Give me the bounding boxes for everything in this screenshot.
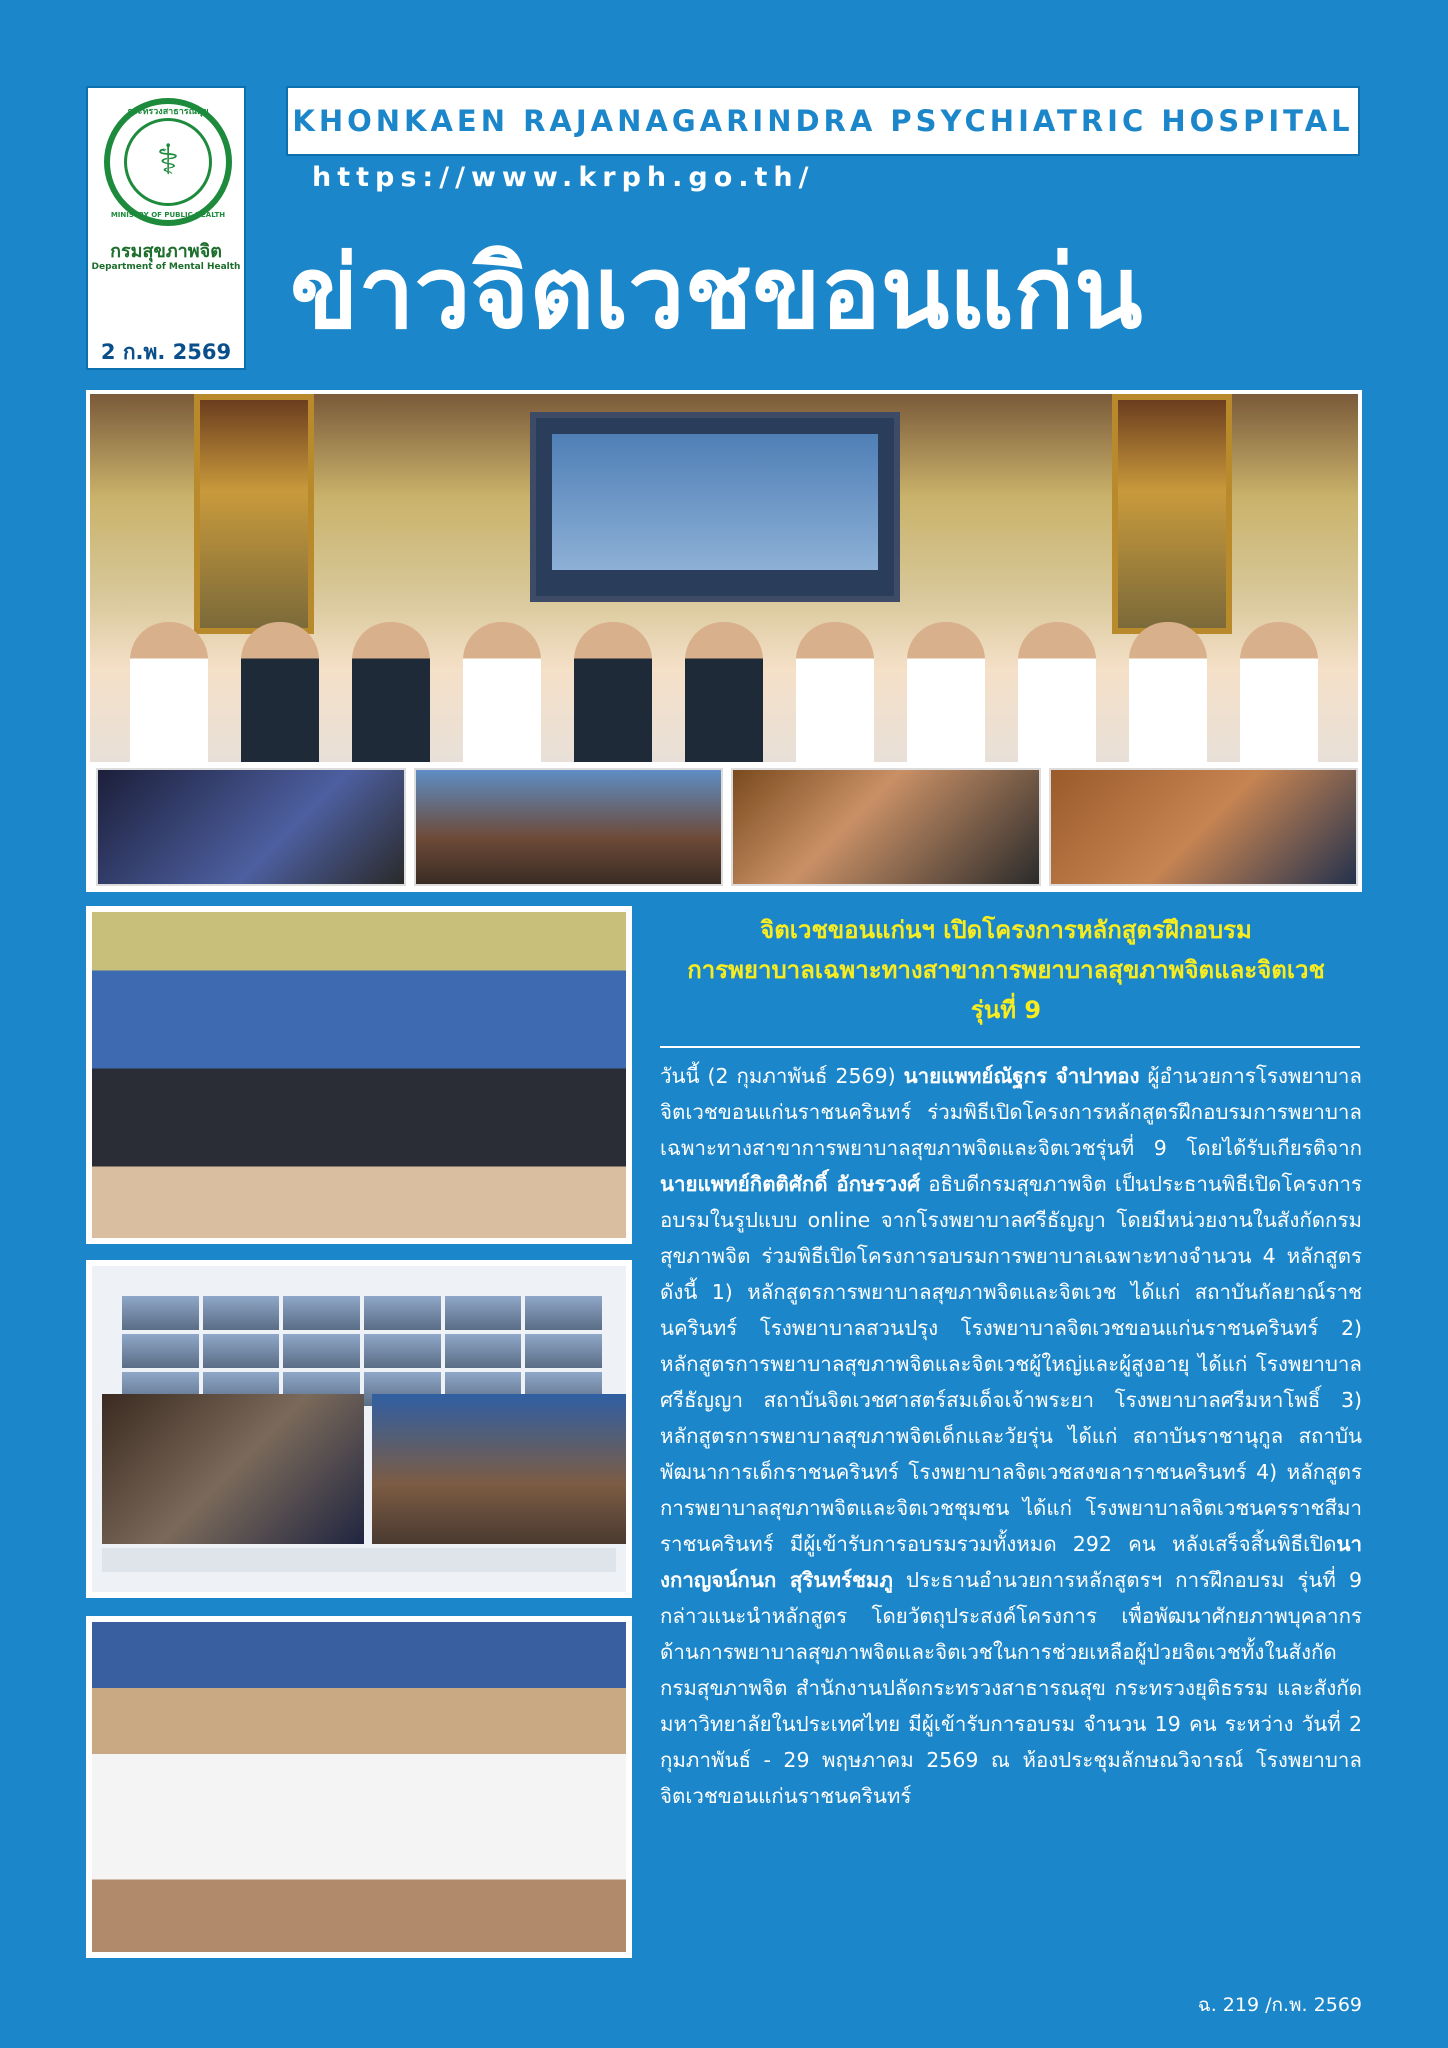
photo-thumbnail-strip: [96, 768, 1358, 886]
course-chair-name: นางกาญจน์กนก สุรินทร์ชมภู: [660, 1532, 1362, 1592]
website-url[interactable]: https://www.krph.go.th/: [312, 162, 815, 193]
article-text: อธิบดีกรมสุขภาพจิต เป็นประธานพิธีเปิดโครงการอบรมในรูปแบบ online จากโรงพยาบาลศรีธัญญา โดยมีหน่วยงานในสังกัดกรมสุขภาพจิต ร่วมพิธีเปิดโครงการอบรมการพยาบาลเฉพาะทางจำนวน 4 หลักสูตร ดังนี้ 1) หลักสูตรการพยาบาลสุขภาพจิตและจิตเวช ได้แก่ สถาบันกัลยาณ์ราชนครินทร์ โรงพยาบาลสวนปรุง โรงพยาบาลจิตเวชขอนแก่นราชนครินทร์ 2) หลักสูตรการพยาบาลสุขภาพจิตและจิตเวชผู้ใหญ่และผู้สูงอายุ ได้แก่ โรงพยาบาลศรีธัญญา สถาบันจิตเวชศาสตร์สมเด็จเจ้าพระยา โรงพยาบาลศรีมหาโพธิ์ 3) หลักสูตรการพยาบาลสุขภาพจิตเด็กและวัยรุ่น ได้แก่ สถาบันราชานุกูล สถาบันพัฒนาการเด็กราชนครินทร์ โรงพยาบาลจิตเวชสงขลาราชนครินทร์ 4) หลักสูตรการพยาบาลสุขภาพจิตและจิตเวชชุมชน ได้แก่ โรงพยาบาลจิตเวชนครราชสีมาราชนครินทร์ มีผู้เข้ารับการอบรมรวมทั้งหมด 292 คน หลังเสร็จสิ้นพิธีเปิด: [660, 1172, 1362, 1556]
ministry-seal-icon: [104, 98, 232, 226]
seal-text-top: กระทรวงสาธารณสุข: [127, 107, 209, 117]
seal-text-bottom: MINISTRY OF PUBLIC HEALTH: [110, 211, 226, 219]
article-text: ผู้อำนวยการโรงพยาบาลจิตเวชขอนแก่นราชนครินทร์ ร่วมพิธีเปิดโครงการหลักสูตรฝึกอบรมการพยาบาลเฉพาะทางสาขาการพยาบาลสุขภาพจิตและจิตเวชรุ่นที่ 9 โดยได้รับเกียรติจาก: [660, 1064, 1362, 1160]
attendee-figure: [241, 622, 319, 762]
director-name: นายแพทย์ณัฐกร จำปาทอง: [903, 1064, 1140, 1088]
projection-screen: [530, 412, 900, 602]
participant-video-grid: [122, 1296, 602, 1406]
department-name-english: Department of Mental Health: [91, 262, 241, 272]
department-logo-box: [86, 86, 246, 370]
article-text: วันนี้ (2 กุมภาพันธ์ 2569): [660, 1064, 904, 1088]
video-conference-image: [92, 1266, 626, 1592]
hospital-name: KHONKAEN RAJANAGARINDRA PSYCHIATRIC HOSPITAL: [292, 104, 1354, 138]
article-text: ประธานอำนวยการหลักสูตรฯ การฝึกอบรม รุ่นที่ 9 กล่าวแนะนำหลักสูตร โดยวัตถุประสงค์โครงการ เพื่อพัฒนาศักยภาพบุคลากรด้านการพยาบาลสุขภาพจิตและจิตเวชในการช่วยเหลือผู้ป่วยจิตเวชทั้งในสังกัดกรมสุขภาพจิต สำนักงานปลัดกระทรวงสาธารณสุข กระทรวงยุติธรรม และสังกัดมหาวิทยาลัยในประเทศไทย มีผู้เข้ารับการอบรม จำนวน 19 คน ระหว่าง วันที่ 2 กุมภาพันธ์ - 29 พฤษภาคม 2569 ณ ห้องประชุมลักษณวิจารณ์ โรงพยาบาลจิตเวชขอนแก่นราชนครินทร์: [660, 1568, 1362, 1808]
group-photo-main: [90, 394, 1358, 762]
meeting-toolbar: [102, 1548, 616, 1572]
presenter-video-tile: [102, 1394, 364, 1544]
attendee-figure: [463, 622, 541, 762]
attendee-figure: [352, 622, 430, 762]
training-room-photo: [86, 1616, 632, 1958]
caduceus-icon: ⚕: [156, 135, 180, 184]
hospital-name-bar: [286, 86, 1360, 156]
attendee-figure: [1240, 622, 1318, 762]
department-name-thai: กรมสุขภาพจิต: [110, 241, 222, 262]
trainee-group-image: [92, 912, 626, 1238]
online-meeting-view: [552, 434, 878, 570]
attendee-figure: [1018, 622, 1096, 762]
attendee-figure: [574, 622, 652, 762]
trainee-group-photo: [86, 906, 632, 1244]
royal-portrait-left: [194, 394, 314, 634]
masthead-title: ข่าวจิตเวชขอนแก่น: [290, 234, 1143, 351]
training-room-image: [92, 1622, 626, 1952]
meeting-room-video-tile: [372, 1394, 626, 1544]
royal-portrait-right: [1112, 394, 1232, 634]
article-body: [660, 1058, 1362, 1814]
attendee-figure: [685, 622, 763, 762]
issue-number: ฉ. 219 /ก.พ. 2569: [1197, 1994, 1362, 2016]
attendee-figure: [1129, 622, 1207, 762]
headline-line-2: การพยาบาลเฉพาะทางสาขาการพยาบาลสุขภาพจิตและจิตเวช: [687, 956, 1325, 984]
headline-line-3: รุ่นที่ 9: [970, 996, 1042, 1024]
meeting-room-photo: [414, 768, 724, 886]
headline-line-1: จิตเวชขอนแก่นฯ เปิดโครงการหลักสูตรฝึกอบรม: [760, 916, 1252, 944]
director-general-name: นายแพทย์กิตติศักดิ์ อักษรวงศ์: [660, 1172, 921, 1196]
hero-photo-collage: [86, 390, 1362, 892]
nurse-speaking-photo: [1049, 768, 1359, 886]
headline-divider: [660, 1046, 1360, 1048]
attendee-figure: [907, 622, 985, 762]
attendee-figure: [796, 622, 874, 762]
online-meeting-screenshot: [86, 1260, 632, 1598]
seal-inner-ring: [124, 118, 212, 206]
issue-date: 2 ก.พ. 2569: [100, 340, 232, 364]
attendee-row: [130, 612, 1318, 762]
attendee-figure: [130, 622, 208, 762]
speaker-with-microphone-photo: [731, 768, 1041, 886]
article-headline: [650, 910, 1362, 1030]
speaker-at-podium-photo: [96, 768, 406, 886]
